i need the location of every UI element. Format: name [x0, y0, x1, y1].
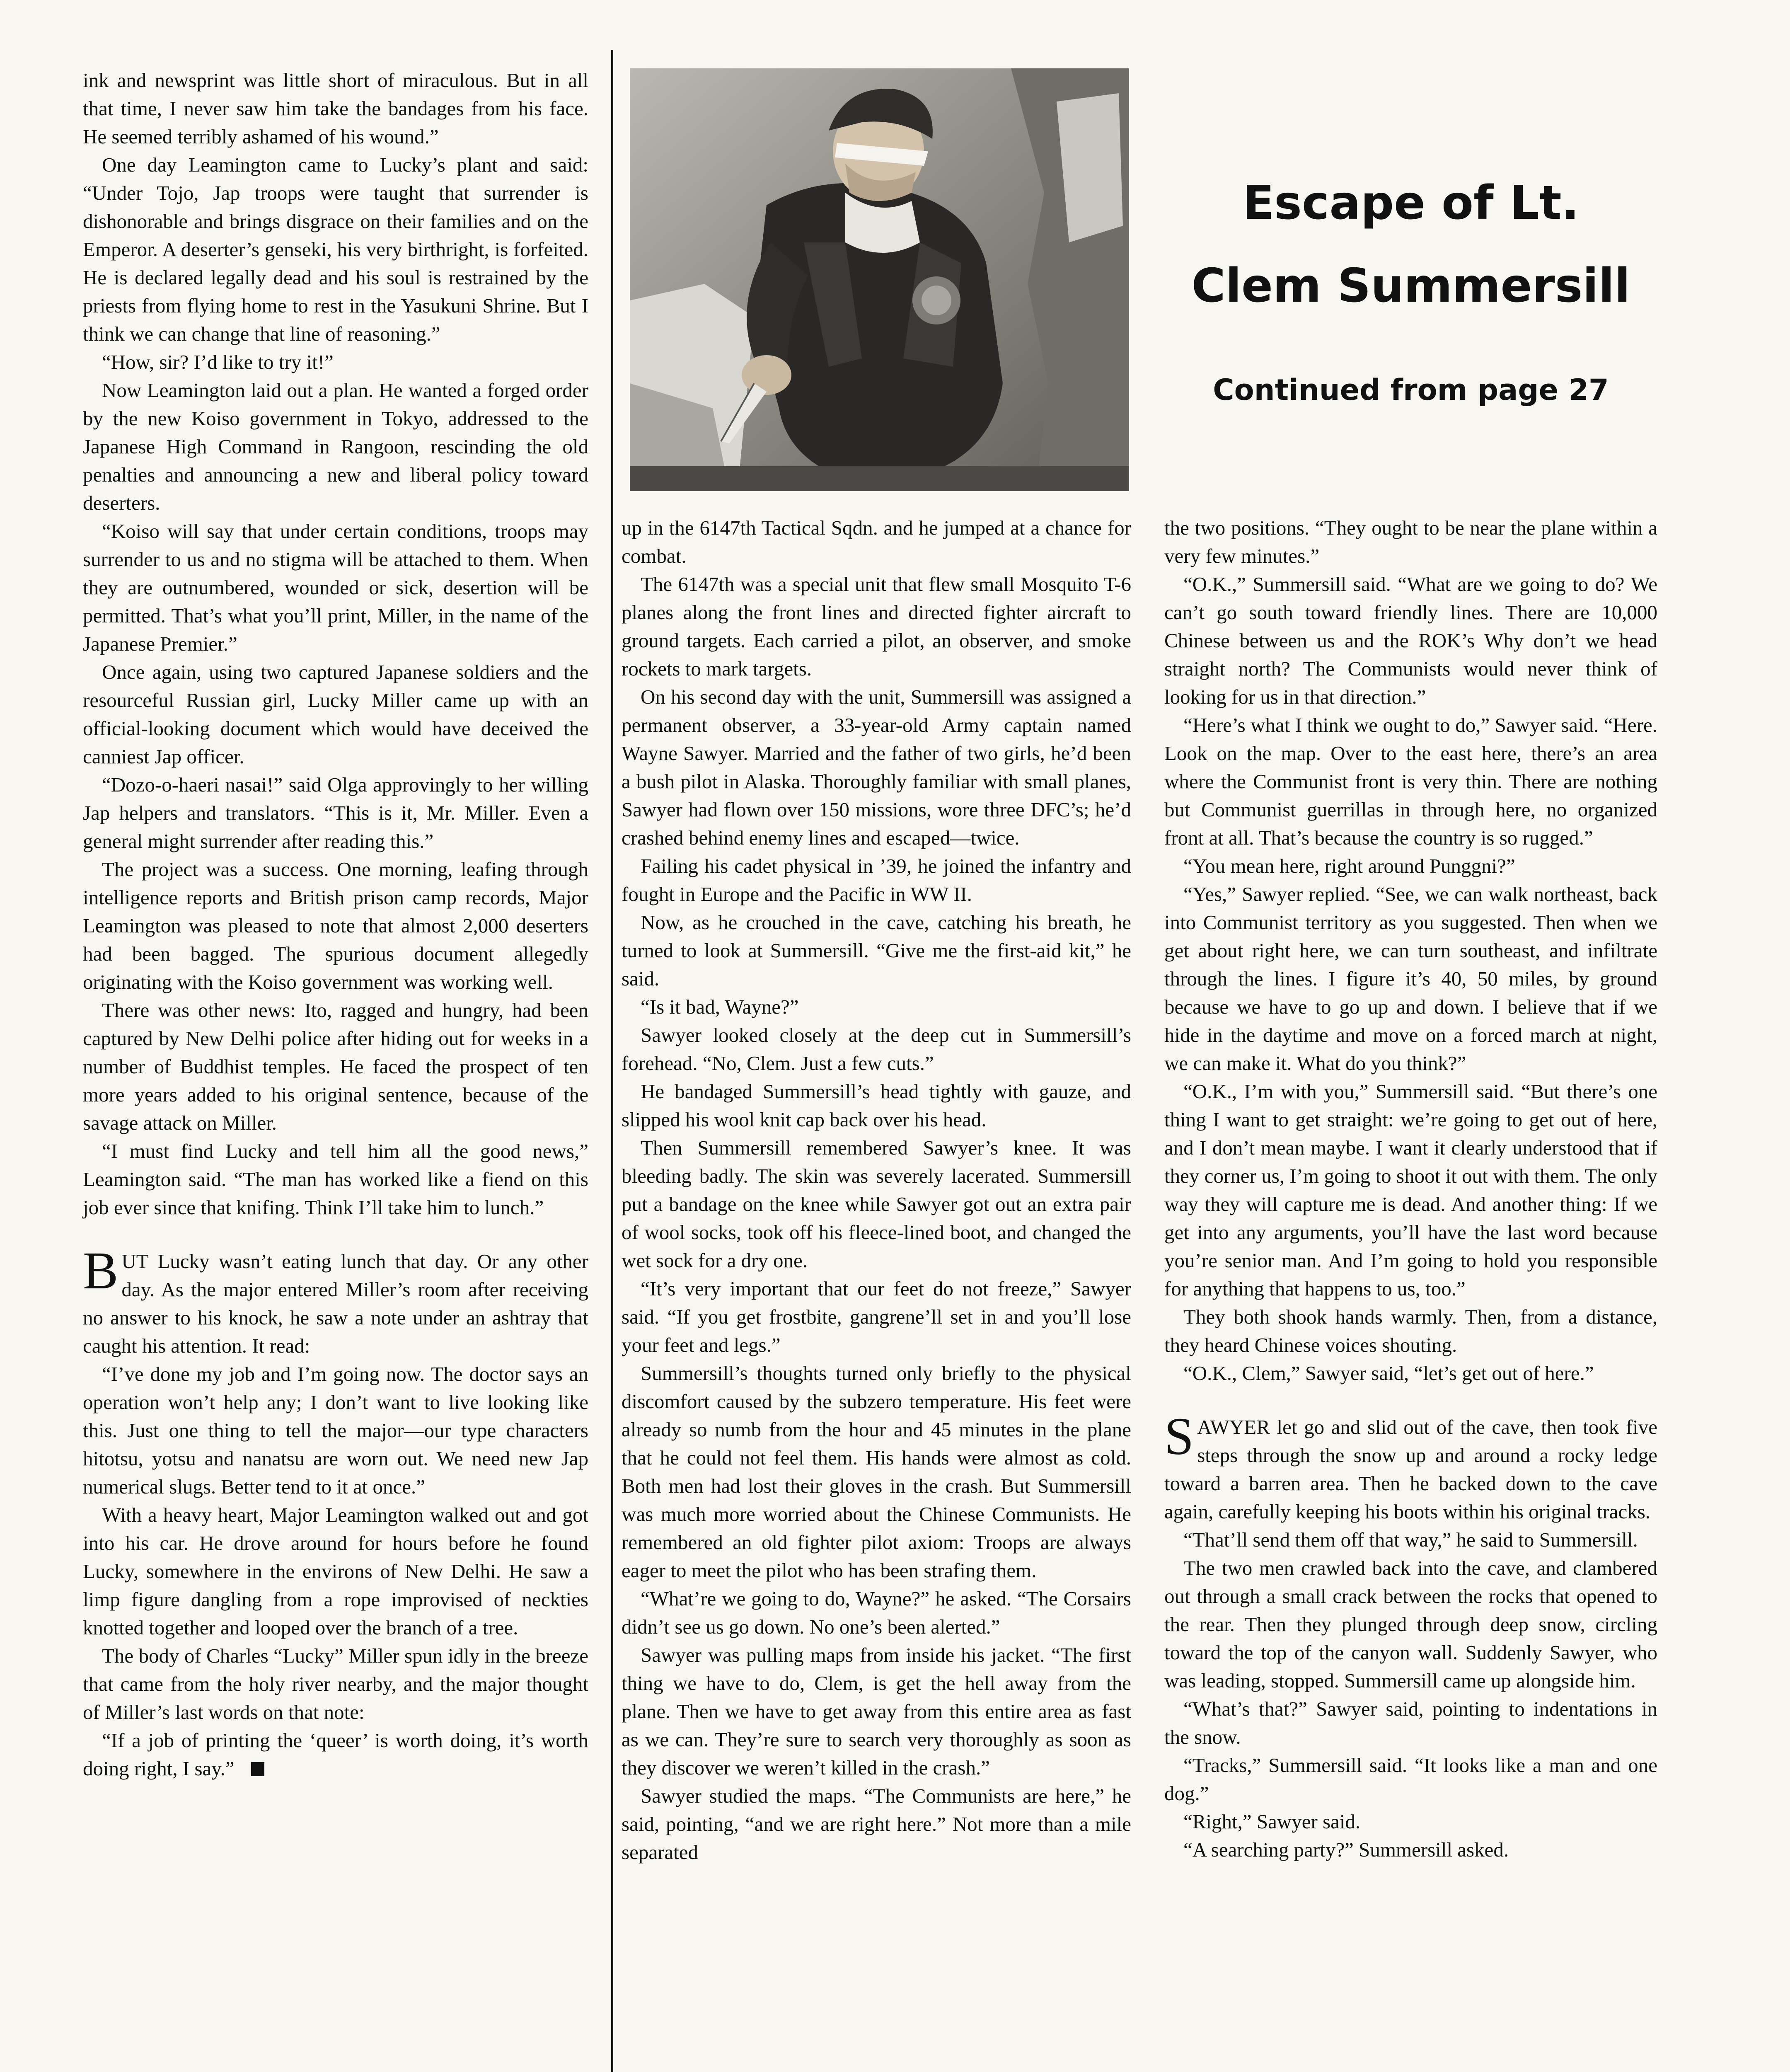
paragraph: “Dozo-o-haeri nasai!” said Olga approvingly to her willing Jap helpers and translators. “This is it, Mr. Miller. Even a general might surrender after reading this.” [83, 773, 588, 852]
paragraph: Sawyer looked closely at the deep cut in Summersill’s forehead. “No, Clem. Just a few cuts.” [622, 1024, 1131, 1075]
drop-cap-letter: B [83, 1241, 119, 1300]
paragraph: “O.K.,” Summersill said. “What are we going to do? We can’t go south toward friendly lines. There are 10,000 Chinese between us and the ROK’s Why don’t we head straight north? The Communists would never think of looking for us in that direction.” [1164, 573, 1657, 708]
section-break [1164, 1387, 1657, 1413]
dropcap-paragraph [1164, 1407, 1657, 1526]
paragraph: On his second day with the unit, Summersill was assigned a permanent observer, a 33-year-old Army captain named Wayne Sawyer. Married and the father of two girls, he’d been a bush pilot in Alaska. Thoroughly familiar with small planes, Sawyer had flown over 150 missions, wore three DFC’s; he’d crashed behind enemy lines and escaped—twice. [622, 685, 1131, 849]
paragraph: Once again, using two captured Japanese soldiers and the resourceful Russian girl, Lucky Miller came up with an official-looking document which would have deceived the canniest Jap officer. [83, 661, 588, 768]
paragraph: “It’s very important that our feet do not freeze,” Sawyer said. “If you get frostbite, gangrene’ll set in and you’ll lose your feet and legs.” [622, 1277, 1131, 1356]
paragraph: There was other news: Ito, ragged and hungry, had been captured by New Delhi police after hiding out for weeks in a number of Buddhist temples. He faced the prospect of ten more years added to his original sentence, because of the savage attack on Miller. [83, 999, 588, 1134]
dropcap-paragraph [83, 1241, 588, 1360]
column-divider-rule [611, 50, 613, 2072]
paragraph: The body of Charles “Lucky” Miller spun idly in the breeze that came from the holy river nearby, and the major thought of Miller’s last words on that note: [83, 1644, 588, 1723]
paragraph: “Koiso will say that under certain conditions, troops may surrender to us and no stigma will be attached to them. When they are outnumbered, wounded or sick, desertion will be permitted. That’s what you’ll print, Miller, in the name of the Japanese Premier.” [83, 520, 588, 655]
continued-from-label: Continued from page 27 [1213, 373, 1609, 407]
paragraph: “What’re we going to do, Wayne?” he asked. “The Corsairs didn’t see us go down. No one’s been alerted.” [622, 1587, 1131, 1638]
paragraph: Now Leamington laid out a plan. He wanted a forged order by the new Koiso government in Tokyo, addressed to the Japanese High Command in Rangoon, rescinding the old penalties and announcing a new and liberal policy toward deserters. [83, 379, 588, 514]
paragraph: “Here’s what I think we ought to do,” Sawyer said. “Here. Look on the map. Over to the east here, there’s an area where the Communist front is very thin. There are nothing but Communist guerrillas in through here, no organized front at all. That’s because the country is so rugged.” [1164, 714, 1657, 849]
dropcap-paragraph-text: UT Lucky wasn’t eating lunch that day. Or any other day. As the major entered Miller’s room after receiving no answer to his knock, he saw a note under an ashtray that caught his attention. It read: [83, 1250, 588, 1357]
paragraph: “What’s that?” Sawyer said, pointing to indentations in the snow. [1164, 1697, 1657, 1748]
end-of-story-mark-icon [251, 1762, 264, 1776]
paragraph: “Right,” Sawyer said. [1183, 1810, 1361, 1833]
paragraph: Now, as he crouched in the cave, catching his breath, he turned to look at Summersill. “Give me the first-aid kit,” he said. [622, 911, 1131, 990]
headline-line-2: Clem Summersill [1191, 259, 1630, 313]
paragraph: The two men crawled back into the cave, and clambered out through a small crack between the rocks that opened to the rear. Then they plunged through deep snow, circling toward the top of the canyon wall. Suddenly Sawyer, who was leading, stopped. Summersill came up alongside him. [1164, 1556, 1657, 1692]
paragraph: “O.K., Clem,” Sawyer said, “let’s get out of here.” [1183, 1362, 1594, 1385]
headline-line-1: Escape of Lt. [1242, 176, 1580, 230]
paragraph: ink and newsprint was little short of miraculous. But in all that time, I never saw him take the bandages from his face. He seemed terribly ashamed of his wound.” [83, 69, 588, 148]
paragraph: “Is it bad, Wayne?” [641, 995, 799, 1018]
article-column-2 [622, 514, 1131, 1866]
paragraph: the two positions. “They ought to be near the plane within a very few minutes.” [1164, 516, 1657, 567]
dropcap-paragraph-text: AWYER let go and slid out of the cave, then took five steps through the snow up and around a rocky ledge toward a barren area. Then he backed down to the cave again, carefully keeping his boots within his original tracks. [1164, 1416, 1657, 1523]
paragraph: The project was a success. One morning, leafing through intelligence reports and British prison camp records, Major Leamington was pleased to note that almost 2,000 deserters had been bagged. The spurious document allegedly originating with the Koiso government was working well. [83, 858, 588, 993]
final-paragraph-text: “If a job of printing the ‘queer’ is worth doing, it’s worth doing right, I say.” [83, 1729, 588, 1780]
illustration-pilot-with-knife [630, 68, 1129, 491]
paragraph: Failing his cadet physical in ’39, he joined the infantry and fought in Europe and the Pacific in WW II. [622, 854, 1131, 905]
paragraph: He bandaged Summersill’s head tightly with gauze, and slipped his wool knit cap back over his head. [622, 1080, 1131, 1131]
paragraph: up in the 6147th Tactical Sqdn. and he jumped at a chance for combat. [622, 516, 1131, 567]
drop-cap-letter: S [1164, 1407, 1194, 1466]
final-paragraph [83, 1726, 588, 1783]
article-headline [1164, 162, 1657, 327]
paragraph: Sawyer studied the maps. “The Communists are here,” he said, pointing, “and we are right here.” Not more than a mile separated [622, 1784, 1131, 1864]
paragraph: “Tracks,” Summersill said. “It looks like a man and one dog.” [1164, 1754, 1657, 1805]
article-column-1 [83, 66, 588, 1783]
paragraph: “I’ve done my job and I’m going now. The doctor says an operation won’t help any; I don’t want to live looking like this. Just one thing to tell the major—our type characters hitotsu, yotsu and nanatsu are worn out. We need new Jap numerical slugs. Better tend to it at once.” [83, 1363, 588, 1498]
pilot-illustration-art [630, 68, 1129, 491]
paragraph: “A searching party?” Summersill asked. [1183, 1838, 1509, 1861]
section-break [83, 1222, 588, 1247]
paragraph: “How, sir? I’d like to try it!” [102, 351, 334, 373]
paragraph: Then Summersill remembered Sawyer’s knee. It was bleeding badly. The skin was severely lacerated. Summersill put a bandage on the knee while Sawyer got out an extra pair of wool socks, took off his fleece-lined boot, and changed the wet sock for a dry one. [622, 1136, 1131, 1272]
paragraph: With a heavy heart, Major Leamington walked out and got into his car. He drove around for hours before he found Lucky, somewhere in the environs of New Delhi. He saw a limp figure dangling from a rope improvised of neckties knotted together and looped over the branch of a tree. [83, 1503, 588, 1639]
paragraph: Sawyer was pulling maps from inside his jacket. “The first thing we have to do, Clem, is get the hell away from the plane. Then we have to get away from this entire area as fast as we can. They’re sure to search very thoroughly as soon as they discover we weren’t killed in the crash.” [622, 1644, 1131, 1779]
paragraph: “O.K., I’m with you,” Summersill said. “But there’s one thing I want to get straight: we’re going to get out of here, and I don’t mean maybe. I want it clearly understood that if they corner us, I’m going to shoot it out with them. The only way they will capture me is dead. And another thing: If we get into any arguments, you’ll have the last word because you’re senior man. And I’m going to hold you responsible for anything that happens to us, too.” [1164, 1080, 1657, 1300]
paragraph: Summersill’s thoughts turned only briefly to the physical discomfort caused by the subzero temperature. His feet were already so numb from the hour and 45 minutes in the plane that he could not feel them. His hands were almost as cold. Both men had lost their gloves in the crash. But Summersill was much more worried about the Chinese Communists. He remembered an old fighter pilot axiom: Troops are always eager to meet the pilot who has been strafing them. [622, 1362, 1131, 1582]
paragraph: The 6147th was a special unit that flew small Mosquito T-6 planes along the front lines and directed fighter aircraft to ground targets. Each carried a pilot, an observer, and smoke rockets to mark targets. [622, 573, 1131, 680]
paragraph: They both shook hands warmly. Then, from a distance, they heard Chinese voices shouting. [1164, 1305, 1657, 1356]
paragraph: “Yes,” Sawyer replied. “See, we can walk northeast, back into Communist territory as you suggested. Then when we get about right here, we can turn southeast, and infiltrate through the lines. I figure it’s 40, 50 miles, by ground because we have to go up and down. I believe that if we hide in the daytime and move on a forced march at night, we can make it. What do you think?” [1164, 883, 1657, 1075]
article-column-3 [1164, 514, 1657, 1864]
paragraph: “You mean here, right around Punggni?” [1183, 854, 1515, 877]
paragraph: “I must find Lucky and tell him all the good news,” Leamington said. “The man has worked like a fiend on this job ever since that knifing. Think I’ll take him to lunch.” [83, 1140, 588, 1219]
paragraph: “That’ll send them off that way,” he said to Summersill. [1183, 1528, 1638, 1551]
paragraph: One day Leamington came to Lucky’s plant and said: “Under Tojo, Jap troops were taught that surrender is dishonorable and brings disgrace on their families and on the Emperor. A deserter’s genseki, his very birthright, is forfeited. He is declared legally dead and his soul is restrained by the priests from flying home to rest in the Yasukuni Shrine. But I think we can change that line of reasoning.” [83, 153, 588, 345]
